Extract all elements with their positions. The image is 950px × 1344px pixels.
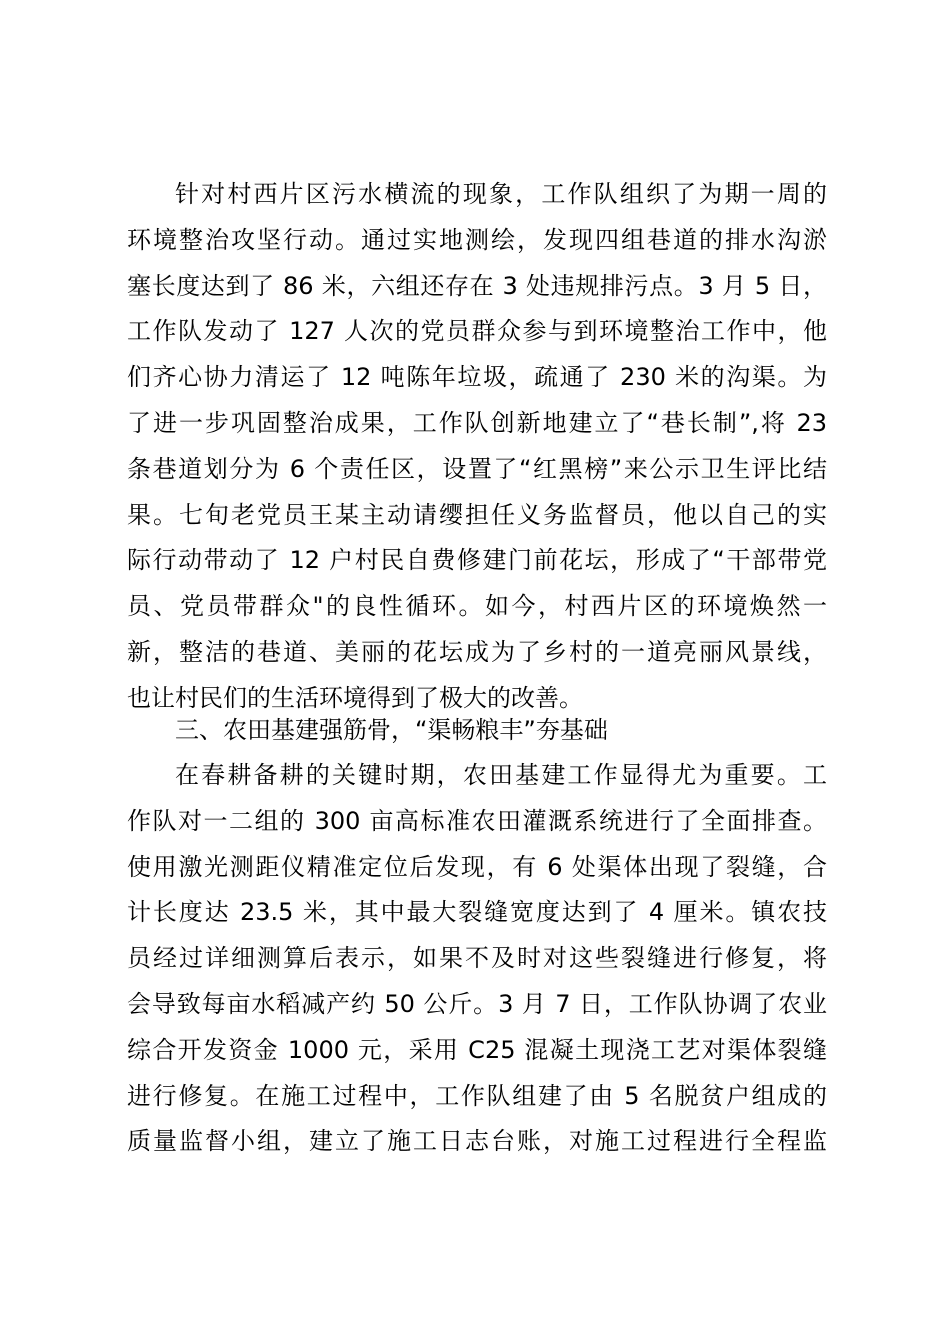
paragraph-line: 工作队发动了 127 人次的党员群众参与到环境整治工作中，他 xyxy=(127,317,827,346)
paragraph-line: 新，整洁的巷道、美丽的花坛成为了乡村的一道亮丽风景线， xyxy=(127,637,827,666)
paragraph-environment-remediation xyxy=(127,172,827,722)
paragraph-line: 综合开发资金 1000 元，采用 C25 混凝土现浇工艺对渠体裂缝 xyxy=(127,1035,827,1064)
paragraph-line: 塞长度达到了 86 米，六组还存在 3 处违规排污点。3 月 5 日， xyxy=(127,271,827,300)
paragraph-line: 员、党员带群众"的良性循环。如今，村西片区的环境焕然一 xyxy=(127,592,827,621)
paragraph-line: 会导致每亩水稻减产约 50 公斤。3 月 7 日，工作队协调了农业 xyxy=(127,989,827,1018)
paragraph-line: 在春耕备耕的关键时期，农田基建工作显得尤为重要。工 xyxy=(175,761,827,789)
paragraph-line: 计长度达 23.5 米，其中最大裂缝宽度达到了 4 厘米。镇农技 xyxy=(127,898,827,927)
section-heading-block xyxy=(127,708,827,754)
paragraph-line: 了进一步巩固整治成果，工作队创新地建立了“巷长制”,将 23 xyxy=(127,408,827,437)
paragraph-line: 使用激光测距仪精准定位后发现，有 6 处渠体出现了裂缝，合 xyxy=(127,852,827,881)
section-heading: 三、农田基建强筋骨，“渠畅粮丰”夯基础 xyxy=(175,716,608,744)
paragraph-line: 作队对一二组的 300 亩高标准农田灌溉系统进行了全面排查。 xyxy=(127,806,827,835)
paragraph-line: 们齐心协力清运了 12 吨陈年垃圾，疏通了 230 米的沟渠。为 xyxy=(127,363,827,392)
paragraph-line: 果。七旬老党员王某主动请缨担任义务监督员，他以自己的实 xyxy=(127,500,827,529)
paragraph-line: 也让村民们的生活环境得到了极大的改善。 xyxy=(127,683,583,712)
paragraph-line: 针对村西片区污水横流的现象，工作队组织了为期一周的 xyxy=(175,180,827,208)
paragraph-line: 环境整治攻坚行动。通过实地测绘，发现四组巷道的排水沟淤 xyxy=(127,225,827,254)
paragraph-line: 进行修复。在施工过程中，工作队组建了由 5 名脱贫户组成的 xyxy=(127,1081,827,1110)
paragraph-line: 质量监督小组，建立了施工日志台账，对施工过程进行全程监 xyxy=(127,1127,827,1156)
paragraph-line: 条巷道划分为 6 个责任区，设置了“红黑榜”来公示卫生评比结 xyxy=(127,454,827,483)
paragraph-farmland-infrastructure xyxy=(127,753,827,1165)
paragraph-line: 员经过详细测算后表示，如果不及时对这些裂缝进行修复，将 xyxy=(127,944,827,973)
paragraph-line: 际行动带动了 12 户村民自费修建门前花坛，形成了“干部带党 xyxy=(127,546,827,575)
